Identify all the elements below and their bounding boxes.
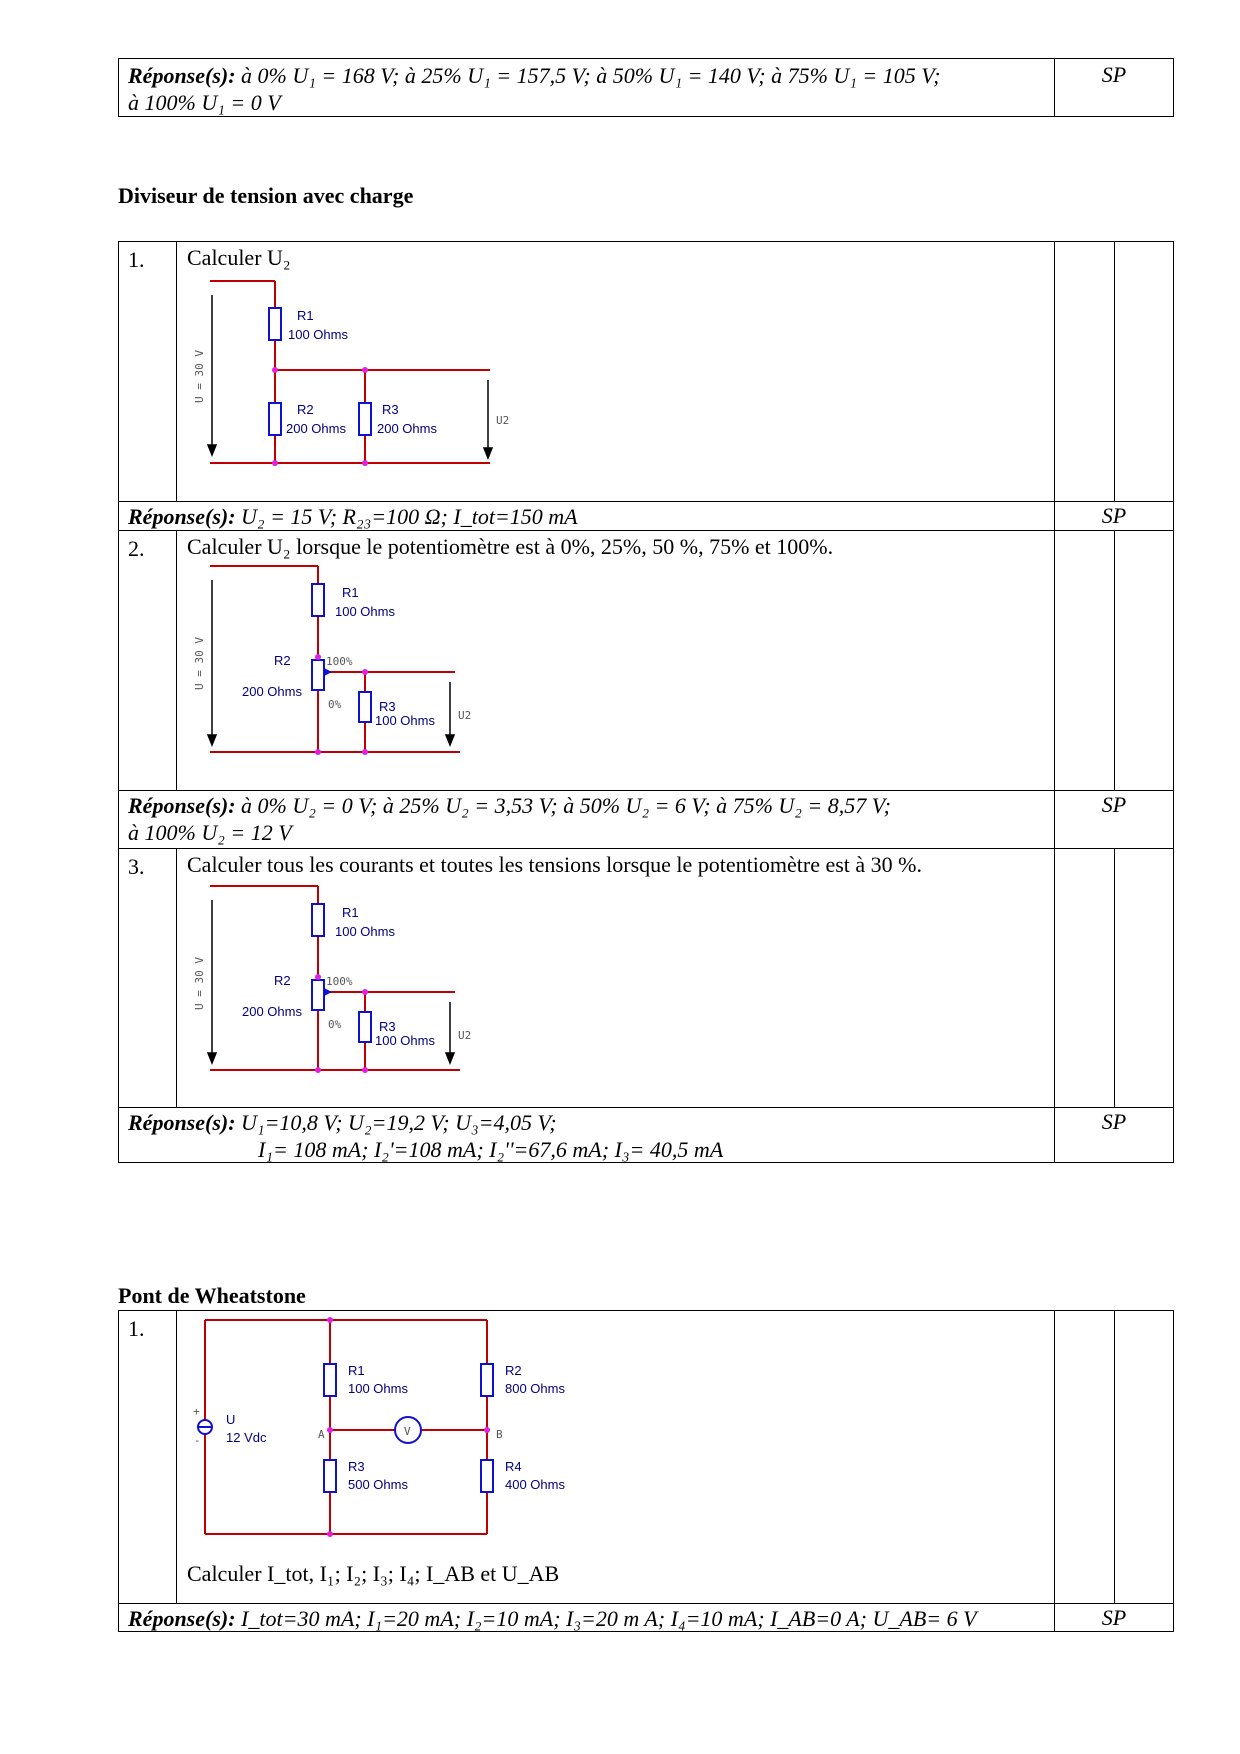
answer-line-2: à 100% U₁ = 0 V [128,90,281,115]
r1-label: R1 [342,905,359,920]
r3-label: R3 [382,402,399,417]
col-divider [176,1310,177,1603]
answer-text: U₂ = 15 V; R₂₃=100 Ω; I_tot=150 mA [241,504,578,529]
col-divider [176,530,177,790]
wheatstone-circuit [190,1312,590,1542]
col-divider [1114,241,1115,501]
answer-row [128,503,1048,530]
row-divider [118,501,1174,502]
answer-label: Réponse(s): [128,1606,236,1631]
col-divider [176,848,177,1107]
answer-line-1: à 0% U₂ = 0 V; à 25% U₂ = 3,53 V; à 50% U₂ = 6 V; à 75% U₂ = 8,57 V; [241,793,891,818]
col-divider [1114,848,1115,1107]
answer-line-1: à 0% U₁ = 168 V; à 25% U₁ = 157,5 V; à 50% U₁ = 140 V; à 75% U₁ = 105 V; [241,63,941,88]
source-label: U = 30 V [193,957,206,1010]
r1-label: R1 [342,585,359,600]
question-text: Calculer tous les courants et toutes les tensions lorsque le potentiomètre est à 30 %. [187,852,922,877]
question-text: Calculer U₂ lorsque le potentiomètre est à 0%, 25%, 50 %, 75% et 100%. [187,534,834,559]
node-b-label: B [496,1428,503,1441]
r4-label: R4 [505,1459,522,1474]
question-number: 1. [128,1316,145,1341]
section-title-voltage-divider: Diviseur de tension avec charge [118,183,414,208]
r2-label: R2 [274,973,291,988]
pot-bottom-label: 0% [328,698,342,711]
r2-label: R2 [505,1363,522,1378]
row-divider [118,1107,1174,1108]
col-divider [1054,241,1055,1163]
r2-label: R2 [297,402,314,417]
r4-value: 400 Ohms [505,1477,565,1492]
answer-line-2: à 100% U₂ = 12 V [128,820,292,845]
question-text: Calculer U₂ [187,245,291,270]
r3-value: 200 Ohms [377,421,437,436]
source-label: U [226,1412,236,1427]
answer-label: Réponse(s): [128,1110,236,1135]
r3-value: 100 Ohms [375,713,435,728]
question-number: 3. [128,854,145,879]
pot-top-label: 100% [326,655,353,668]
col-divider [1114,530,1115,790]
source-label: U = 30 V [193,350,206,403]
r1-value: 100 Ohms [288,327,348,342]
node-a-label: A [318,1428,325,1441]
row-divider [118,1603,1174,1604]
r1-value: 100 Ohms [348,1381,408,1396]
circuit-diagram-3 [190,882,490,1087]
question-number: 2. [128,536,145,561]
output-label: U2 [496,414,510,427]
pot-bottom-label: 0% [328,1018,342,1031]
answer-row [128,792,1048,846]
answer-row [128,1605,1048,1632]
grade-cell: SP [1101,503,1127,528]
output-label: U2 [458,709,472,722]
circuit-diagram-1 [190,275,520,475]
answer-row [128,1109,1048,1163]
question-number: 1. [128,247,145,272]
source-label: U = 30 V [193,637,206,690]
r3-label: R3 [348,1459,365,1474]
grade-cell: SP [1101,792,1127,817]
section-title-wheatstone: Pont de Wheatstone [118,1283,306,1308]
col-divider [176,241,177,501]
pot-top-label: 100% [326,975,353,988]
answer-line-1: U₁=10,8 V; U₂=19,2 V; U₃=4,05 V; [241,1110,557,1135]
r1-value: 100 Ohms [335,604,395,619]
r2-label: R2 [274,653,291,668]
r2-value: 200 Ohms [286,421,346,436]
source-value: 12 Vdc [226,1430,267,1445]
r3-value: 500 Ohms [348,1477,408,1492]
grade-cell: SP [1101,62,1127,87]
r3-label: R3 [379,1019,396,1034]
answer-label: Réponse(s): [128,504,236,529]
col-divider [1054,1310,1055,1632]
r2-value: 800 Ohms [505,1381,565,1396]
grade-cell: SP [1101,1109,1127,1134]
r1-label: R1 [297,308,314,323]
source-plus: + [193,1405,200,1418]
voltmeter-label: V [404,1425,411,1438]
r1-value: 100 Ohms [335,924,395,939]
answer-label: Réponse(s): [128,793,236,818]
answer-label: Réponse(s): [128,63,236,88]
question-text: Calculer I_tot, I₁; I₂; I₃; I₄; I_AB et U_AB [187,1561,560,1586]
top-answer-text [128,62,1048,116]
row-divider [118,530,1174,531]
answer-line-2: I₁= 108 mA; I₂'=108 mA; I₂''=67,6 mA; I₃= 40,5 mA [258,1137,724,1162]
col-divider [1114,1310,1115,1603]
r2-value: 200 Ohms [242,684,302,699]
row-divider [118,848,1174,849]
r2-value: 200 Ohms [242,1004,302,1019]
source-minus: - [194,1434,201,1447]
answer-text: I_tot=30 mA; I₁=20 mA; I₂=10 mA; I₃=20 m A; I₄=10 mA; I_AB=0 A; U_AB= 6 V [241,1606,977,1631]
r1-label: R1 [348,1363,365,1378]
r3-value: 100 Ohms [375,1033,435,1048]
output-label: U2 [458,1029,472,1042]
circuit-diagram-2 [190,562,490,767]
row-divider [118,790,1174,791]
grade-cell: SP [1101,1605,1127,1630]
r3-label: R3 [379,699,396,714]
